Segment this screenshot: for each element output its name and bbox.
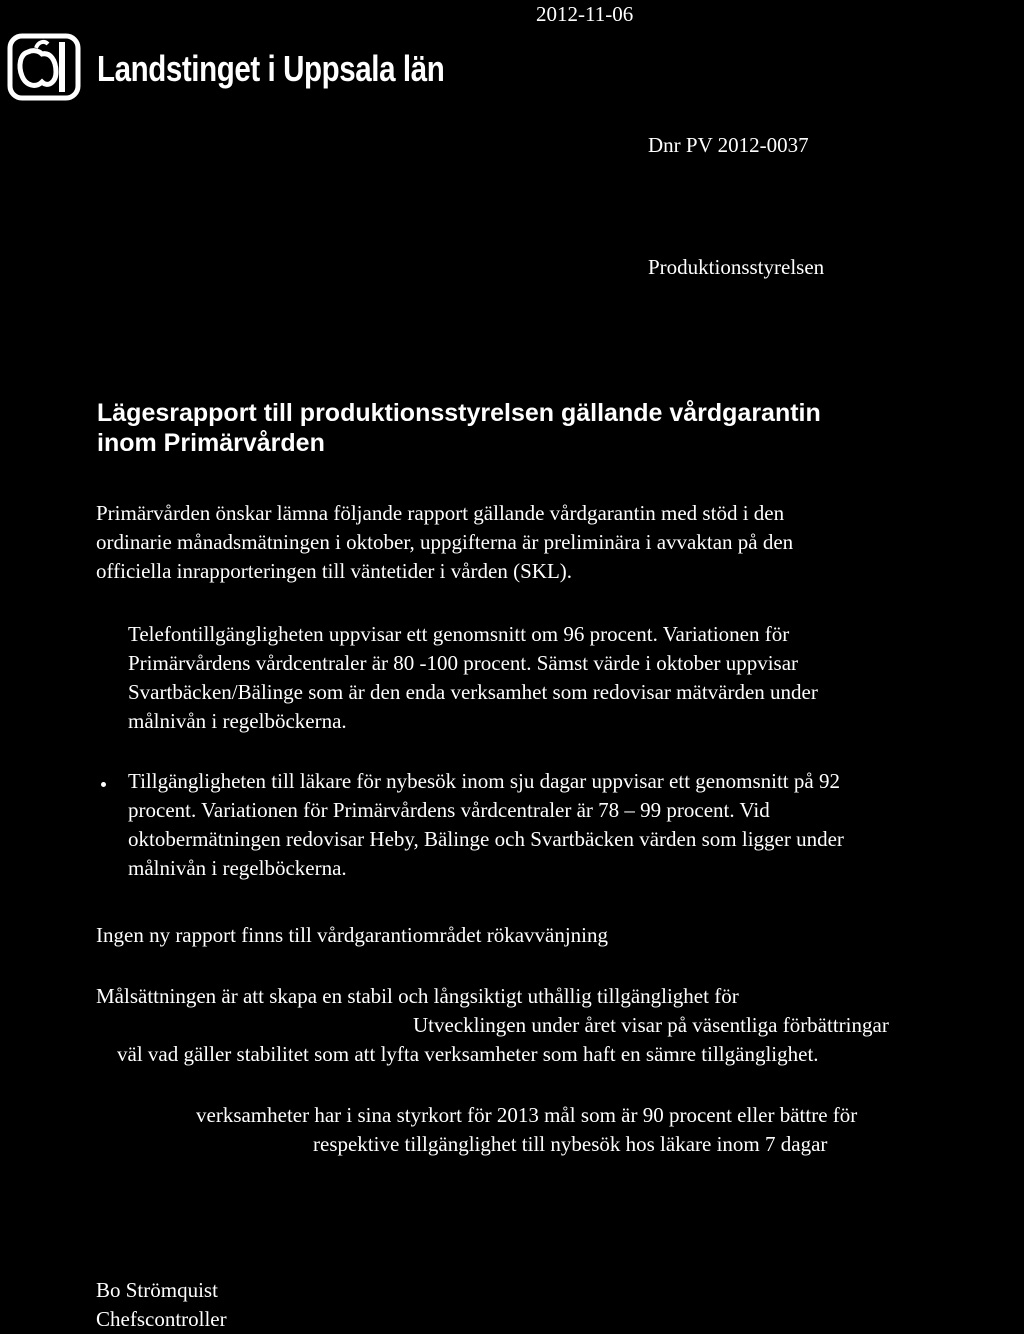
text-line: procent. Variationen för Primärvårdens vårdcentraler är 78 – 99 procent. Vid [128, 798, 770, 822]
scorecard-text-line: respektive tillgänglighet till nybesök hos läkare inom 7 dagar [313, 1132, 828, 1156]
goal-text-line: Målsättningen är att skapa en stabil och långsiktigt uthållig tillgänglighet för [96, 984, 739, 1008]
goal-text-line: Utvecklingen under året visar på väsentliga förbättringar [413, 1013, 889, 1037]
text-line: officiella inrapporteringen till väntetider i vården (SKL). [96, 559, 573, 583]
doctor-accessibility-paragraph [128, 767, 844, 883]
scorecard-text-line: verksamheter har i sina styrkort för 2013 mål som är 90 procent eller bättre för [196, 1103, 858, 1127]
title-line: Lägesrapport till produktionsstyrelsen gällande vårdgarantin [97, 399, 821, 427]
text-line: Telefontillgängligheten uppvisar ett genomsnitt om 96 procent. Variationen för [128, 622, 790, 646]
document-reference-number: Dnr PV 2012-0037 [648, 133, 809, 157]
recipient: Produktionsstyrelsen [648, 255, 825, 279]
text-line: oktobermätningen redovisar Heby, Bälinge och Svartbäcken värden som ligger under [128, 827, 844, 851]
signature-name: Bo Strömquist [96, 1278, 218, 1302]
text-line: Svartbäcken/Bälinge som är den enda verksamhet som redovisar mätvärden under [128, 680, 818, 704]
phone-accessibility-paragraph [128, 620, 818, 736]
text-line: målnivån i regelböckerna. [128, 856, 347, 880]
text-line: Primärvården önskar lämna följande rapport gällande vårdgarantin med stöd i den [96, 501, 785, 525]
landstinget-logo-icon [6, 32, 82, 102]
text-line: ordinarie månadsmätningen i oktober, uppgifterna är preliminära i avvaktan på den [96, 530, 794, 554]
document-title [97, 398, 821, 458]
text-line: Tillgängligheten till läkare för nybesök inom sju dagar uppvisar ett genomsnitt på 92 [128, 769, 840, 793]
text-line: Primärvårdens vårdcentraler är 80 -100 procent. Sämst värde i oktober uppvisar [128, 651, 799, 675]
bullet-point [101, 782, 106, 787]
intro-paragraph [96, 499, 793, 586]
no-report-note: Ingen ny rapport finns till vårdgarantiområdet rökavvänjning [96, 923, 609, 947]
organization-name: Landstinget i Uppsala län [97, 48, 445, 89]
goal-text-line: väl vad gäller stabilitet som att lyfta verksamheter som haft en sämre tillgänglighet. [117, 1042, 819, 1066]
title-line: inom Primärvården [97, 429, 325, 457]
document-date: 2012-11-06 [536, 2, 634, 26]
text-line: målnivån i regelböckerna. [128, 709, 347, 733]
signature-title: Chefscontroller [96, 1307, 227, 1331]
